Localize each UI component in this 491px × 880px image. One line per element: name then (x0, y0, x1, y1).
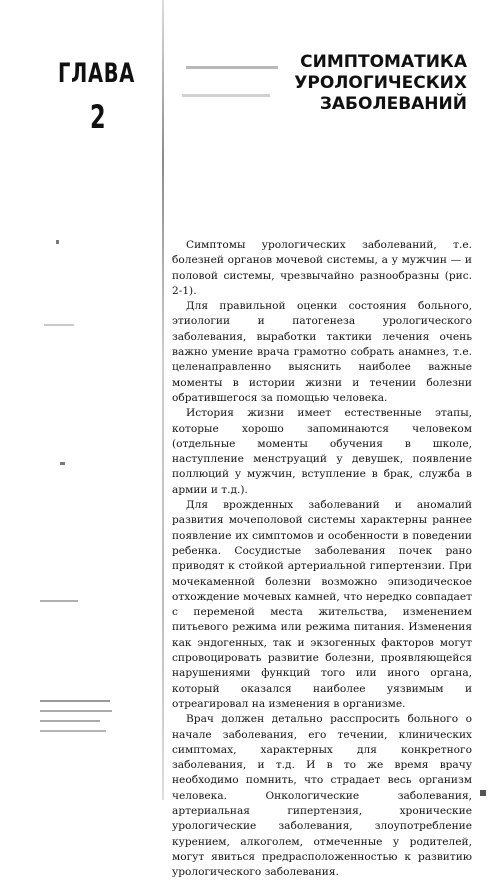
page-gutter-line (162, 0, 164, 800)
paragraph-5: Врач должен детально расспросить больного о начале заболевания, его течении, клинических симптомах, характерных для конкретного заболевания, и т.д. И в то же время врачу необходимо помнить, что страдает весь организм человека. Онкологические заболевания, артериальная гипертензия, хронические урологические заболевания, злоупотребление курением, алкоголем, отмеченные у родителей, могут явиться предрасположенностью к развитию урологического заболевания. (172, 713, 472, 879)
paragraph-4: Для врожденных заболеваний и аномалий развития мочеполовой системы характерны раннее появление их симптомов и особенности в поведении ребенка. Сосудистые заболевания почек рано приводят к стойкой артериальной гипертензии. При мочекаменной болезни возможно эпизодическое отхождение мочевых камней, что нередко совпадает с переменой места жительства, изменением питьевого режима или режима питания. Изменения как эндогенных, так и экзогенных факторов могут спровоцировать развитие болезни, проявляющейся нарушениями функций того или иного органа, который оказался наиболее уязвимым и отреагировал на изменения в организме. (172, 499, 472, 710)
paragraph-3: История жизни имеет естественные этапы, которые хорошо запоминаются человеком (отдельные моменты обучения в школе, наступление менструаций у девушек, появление поллюций у мужчин, вступление в брак, служба в армии и т.д.). (172, 407, 472, 496)
faint-header-text-2 (182, 94, 270, 97)
chapter-title-line-2: УРОЛОГИЧЕСКИХ (294, 73, 467, 93)
chapter-number: 2 (90, 98, 106, 136)
scan-speck (56, 240, 59, 244)
chapter-title-line-1: СИМПТОМАТИКА (300, 52, 467, 72)
chapter-title (277, 52, 467, 115)
margin-scan-mark (40, 600, 78, 602)
scan-speck (480, 790, 486, 796)
margin-scan-mark (44, 324, 74, 326)
paragraph-2: Для правильной оценки состояния больного, этиологии и патогенеза урологического заболевания, выработки тактики лечения очень важно умение врача грамотно собрать анамнез, т.е. целенаправленно выяснить наиболее важные моменты в истории жизни и течении болезни обратившегося за помощью человека. (172, 300, 472, 404)
chapter-title-line-3: ЗАБОЛЕВАНИЙ (319, 94, 467, 114)
margin-scan-mark (40, 730, 106, 732)
margin-scan-mark (40, 720, 100, 722)
margin-scan-mark (40, 700, 110, 702)
faint-header-text-1 (186, 66, 278, 69)
paragraph-1: Симптомы урологических заболеваний, т.е. болезней органов мочевой системы, а у мужчин — и половой системы, чрезвычайно разнообразны (рис. 2-1). (172, 239, 472, 297)
body-text (172, 238, 472, 880)
margin-scan-mark (40, 710, 112, 712)
chapter-label: ГЛАВА (58, 58, 136, 89)
scan-speck (60, 462, 65, 465)
